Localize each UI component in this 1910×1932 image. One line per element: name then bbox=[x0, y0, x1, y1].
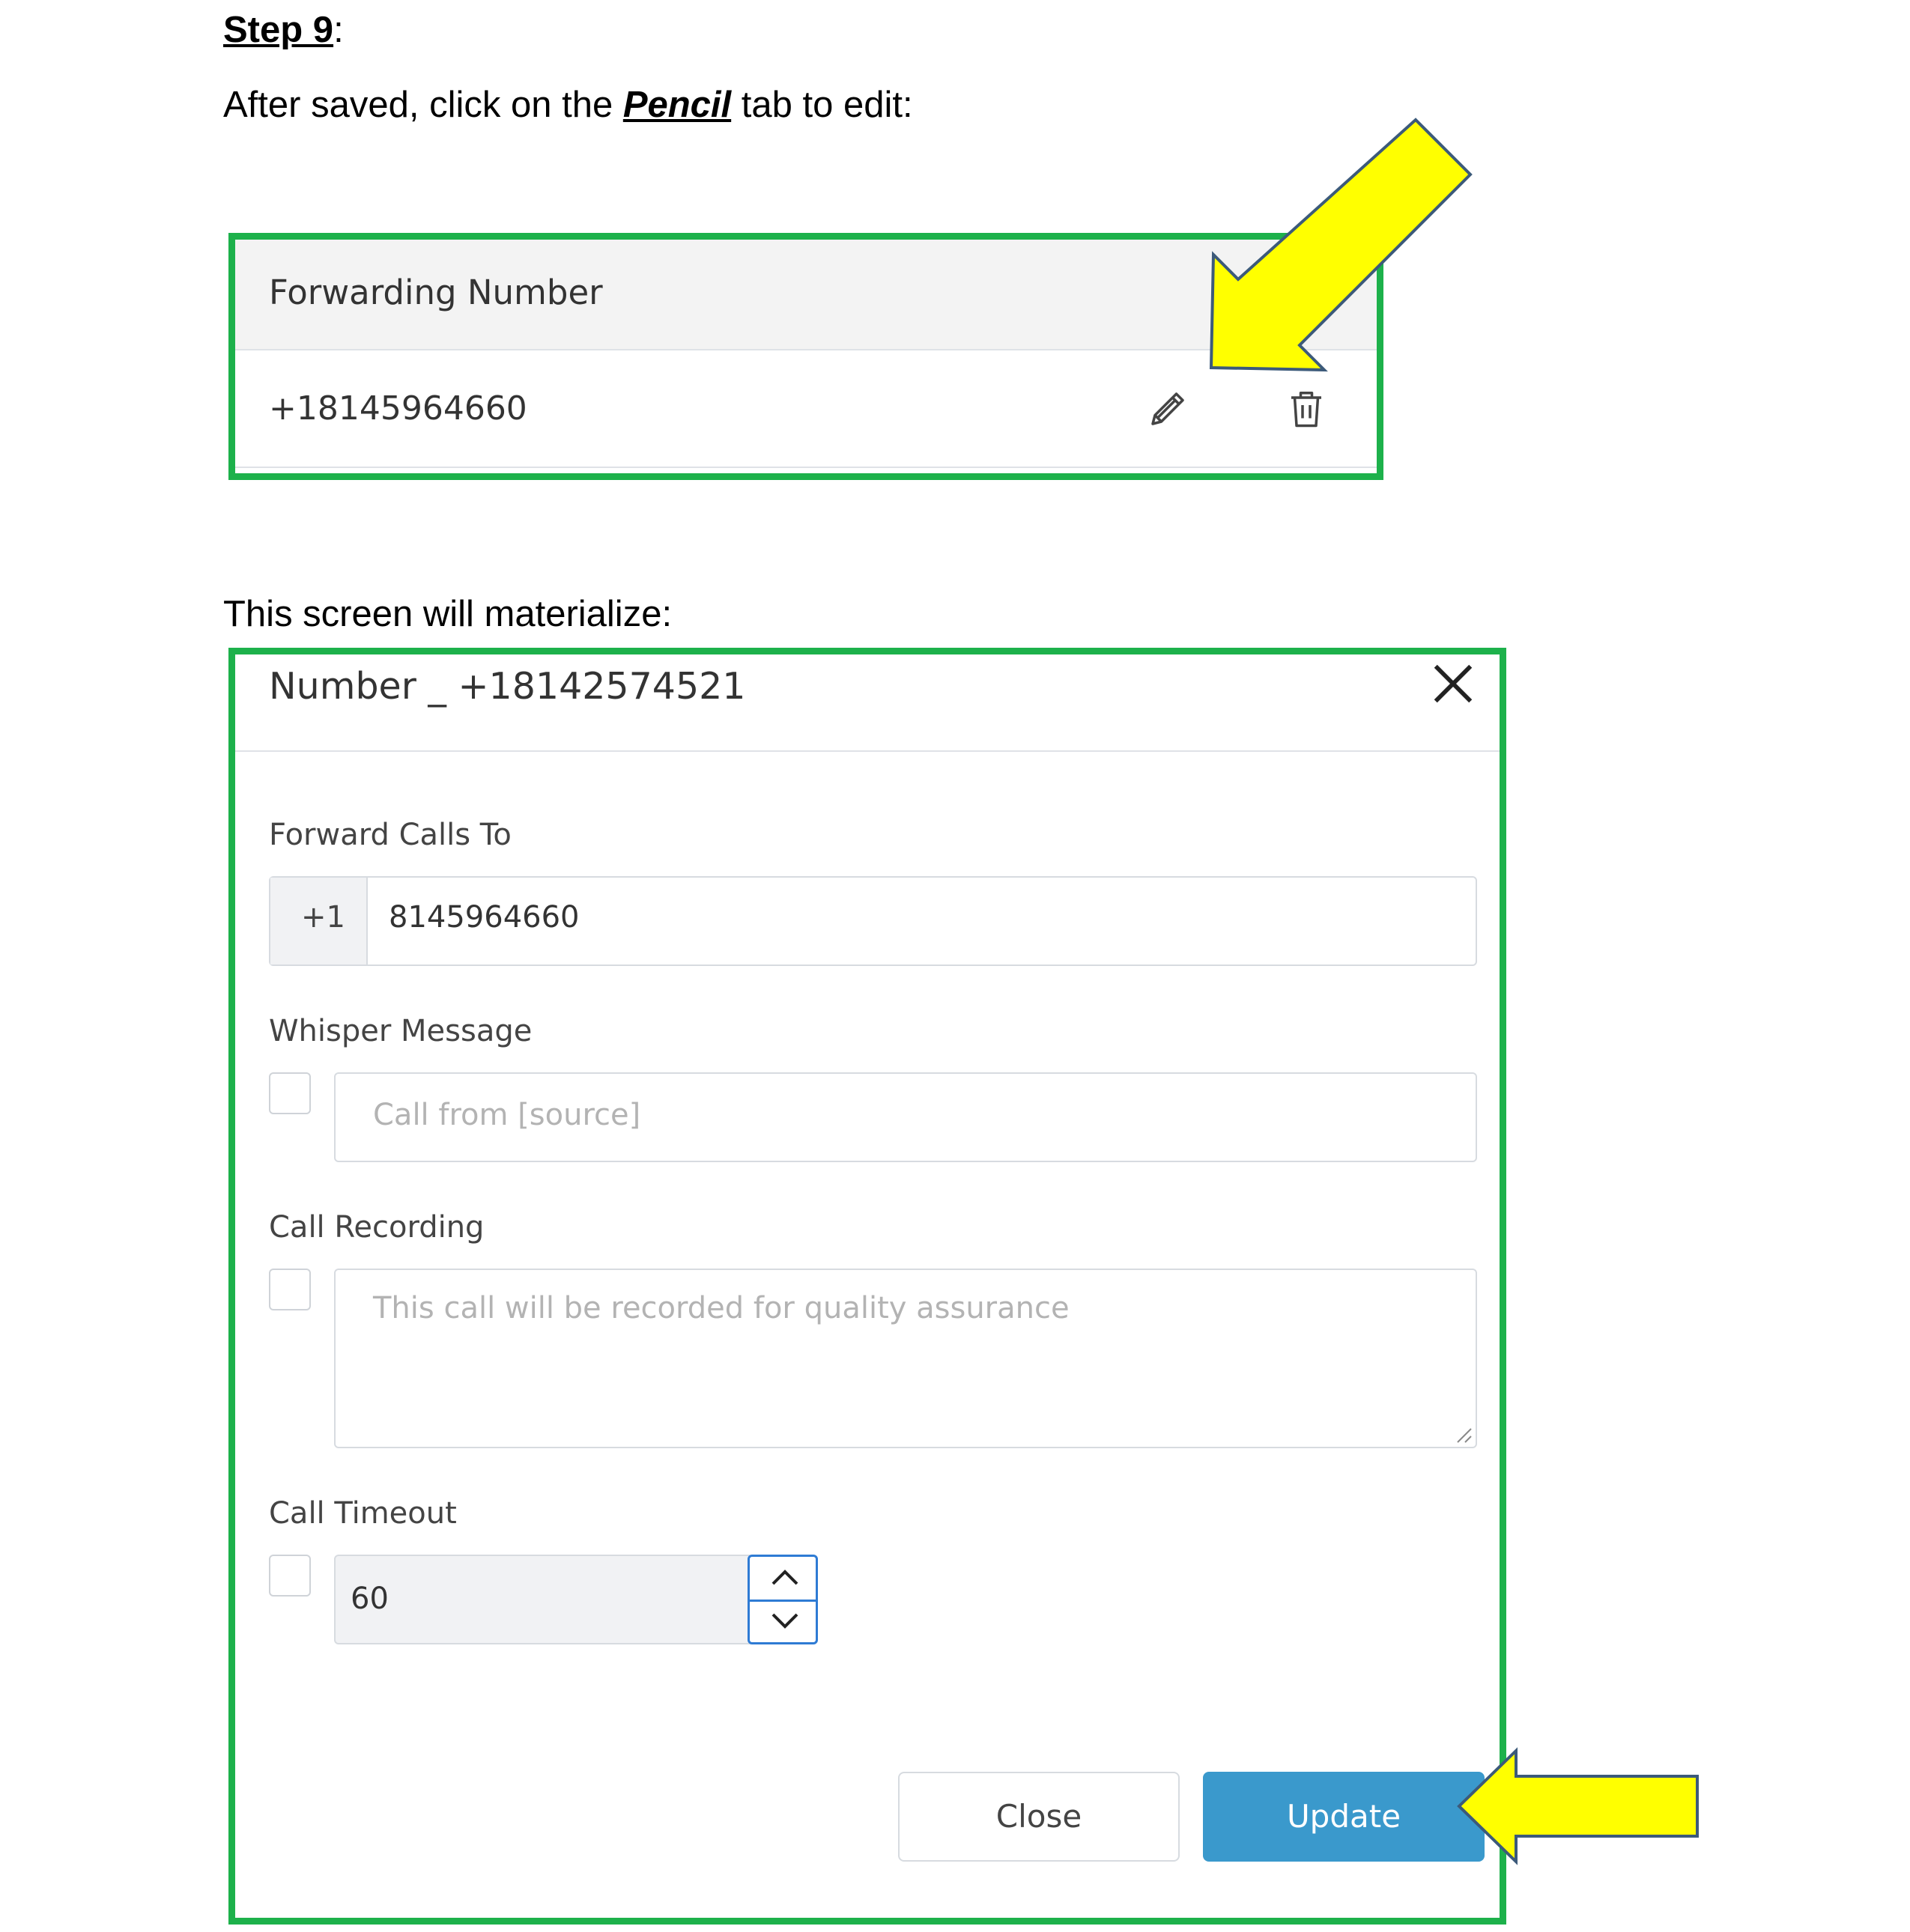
materialize-text: This screen will materialize: bbox=[223, 594, 673, 634]
call-recording-label: Call Recording bbox=[269, 1210, 485, 1245]
recording-placeholder: This call will be recorded for quality assurance bbox=[373, 1291, 1070, 1325]
country-code: +1 bbox=[301, 900, 345, 935]
forwarding-number-value: +18145964660 bbox=[269, 389, 527, 428]
whisper-placeholder: Call from [source] bbox=[373, 1098, 641, 1132]
modal-title: Number _ +18142574521 bbox=[269, 665, 746, 708]
step-label: Step 9 bbox=[223, 10, 334, 50]
step-suffix: : bbox=[333, 10, 344, 50]
instruction-after: tab to edit: bbox=[731, 85, 913, 125]
close-button[interactable]: Close bbox=[898, 1772, 1180, 1862]
instruction-before: After saved, click on the bbox=[223, 85, 623, 125]
forward-calls-input[interactable]: 8145964660 bbox=[389, 900, 580, 935]
instruction-emphasis: Pencil bbox=[622, 85, 732, 125]
forward-calls-label: Forward Calls To bbox=[269, 818, 512, 852]
timeout-value: 60 bbox=[351, 1582, 389, 1616]
call-timeout-label: Call Timeout bbox=[269, 1496, 457, 1531]
forwarding-panel-title: Forwarding Number bbox=[269, 273, 603, 312]
update-button[interactable]: Update bbox=[1203, 1772, 1485, 1862]
whisper-message-label: Whisper Message bbox=[269, 1014, 533, 1048]
